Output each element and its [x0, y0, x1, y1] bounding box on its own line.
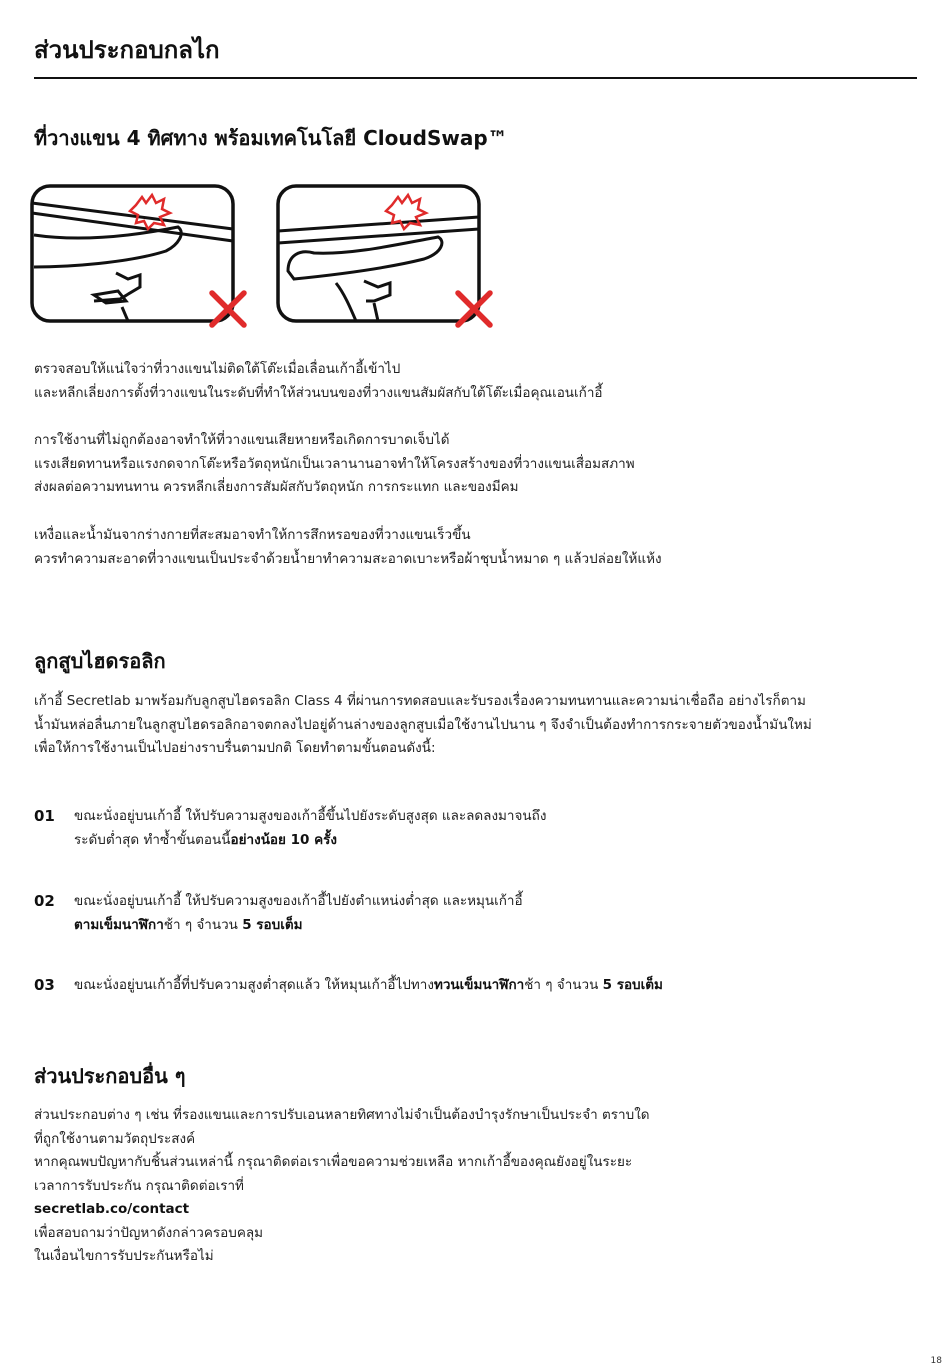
contact-link[interactable]: secretlab.co/contact	[34, 1201, 190, 1217]
armrest-paragraph-3: เหงื่อและน้ำมันจากร่างกายที่สะสมอาจทำให้การสึกหรอของที่วางแขนเร็วขึ้น ควรทำความสะอาดที่วางแขนเป็นประจำด้วยน้ำยาทำความสะอาดเบาะหรือผ้าชุบน้ำหมาด ๆ แล้วปล่อยให้แห้ง	[34, 527, 662, 567]
title-divider	[34, 77, 917, 79]
armrest-paragraph-2: การใช้งานที่ไม่ถูกต้องอาจทำให้ที่วางแขนเสียหายหรือเกิดการบาดเจ็บได้ แรงเสียดทานหรือแรงกดจากโต๊ะหรือวัตถุหนักเป็นเวลานานอาจทำให้โครงสร้างของที่วางแขนเสื่อมสภาพ ส่งผลต่อความทนทาน ควรหลีกเลี่ยงการสัมผัสกับวัตถุหนัก การกระแทก และของมีคม	[34, 432, 635, 495]
step-number: 03	[34, 976, 55, 994]
hydraulic-piston-heading: ลูกสูบไฮดรอลิก	[34, 649, 166, 673]
armrest-paragraph-1: ตรวจสอบให้แน่ใจว่าที่วางแขนไม่ติดใต้โต๊ะเมื่อเลื่อนเก้าอี้เข้าไป และหลีกเลี่ยงการตั้งที่วางแขนในระดับที่ทำให้ส่วนบนของที่วางแขนสัมผัสกับใต้โต๊ะเมื่อคุณเอนเก้าอี้	[34, 361, 603, 401]
armrest-heading: ที่วางแขน 4 ทิศทาง พร้อมเทคโนโลยี CloudSwap™	[34, 126, 508, 150]
incorrect-x-icon	[458, 293, 490, 325]
step-text: ขณะนั่งอยู่บนเก้าอี้ที่ปรับความสูงต่ำสุดแล้ว ให้หมุนเก้าอี้ไปทางทวนเข็มนาฬิกาช้า ๆ จำนวน 5 รอบเต็ม	[74, 977, 663, 993]
other-components-heading: ส่วนประกอบอื่น ๆ	[34, 1064, 186, 1088]
impact-burst-icon	[386, 195, 426, 229]
armrest-collision-illustration-2	[274, 183, 496, 329]
hydraulic-paragraph: เก้าอี้ Secretlab มาพร้อมกับลูกสูบไฮดรอลิก Class 4 ที่ผ่านการทดสอบและรับรองเรื่องความทนทานและความน่าเชื่อถือ อย่างไรก็ตาม น้ำมันหล่อลื่นภายในลูกสูบไฮดรอลิกอาจตกลงไปอยู่ด้านล่างของลูกสูบเมื่อใช้งานไปนาน ๆ จึงจำเป็นต้องทำการกระจายตัวของน้ำมันใหม่ เพื่อให้การใช้งานเป็นไปอย่างราบรื่นตามปกติ โดยทำตามขั้นตอนดังนี้:	[34, 693, 812, 756]
step-text: ขณะนั่งอยู่บนเก้าอี้ ให้ปรับความสูงของเก้าอี้ไปยังตำแหน่งต่ำสุด และหมุนเก้าอี้ ตามเข็มนาฬิกาช้า ๆ จำนวน 5 รอบเต็ม	[74, 893, 523, 933]
incorrect-x-icon	[212, 293, 244, 325]
step-number: 02	[34, 892, 55, 910]
impact-burst-icon	[130, 195, 170, 229]
step-text: ขณะนั่งอยู่บนเก้าอี้ ให้ปรับความสูงของเก้าอี้ขึ้นไปยังระดับสูงสุด และลดลงมาจนถึง ระดับต่ำสุด ทำซ้ำขั้นตอนนี้อย่างน้อย 10 ครั้ง	[74, 808, 547, 848]
other-components-paragraph: ส่วนประกอบต่าง ๆ เช่น ที่รองแขนและการปรับเอนหลายทิศทางไม่จำเป็นต้องบำรุงรักษาเป็นประจำ ตราบใด ที่ถูกใช้งานตามวัตถุประสงค์ หากคุณพบปัญหากับชิ้นส่วนเหล่านี้ กรุณาติดต่อเราเพื่อขอความช่วยเหลือ หากเก้าอี้ของคุณยังอยู่ในระยะ เวลาการรับประกัน กรุณาติดต่อเราที่ secretlab.co/contact เพื่อสอบถามว่าปัญหาดังกล่าวครอบคลุม ในเงื่อนไขการรับประกันหรือไม่	[34, 1107, 650, 1264]
step-number: 01	[34, 807, 55, 825]
page-number: 18	[930, 1356, 942, 1366]
armrest-collision-illustration-1	[28, 183, 250, 329]
page-title: ส่วนประกอบกลไก	[34, 36, 220, 64]
